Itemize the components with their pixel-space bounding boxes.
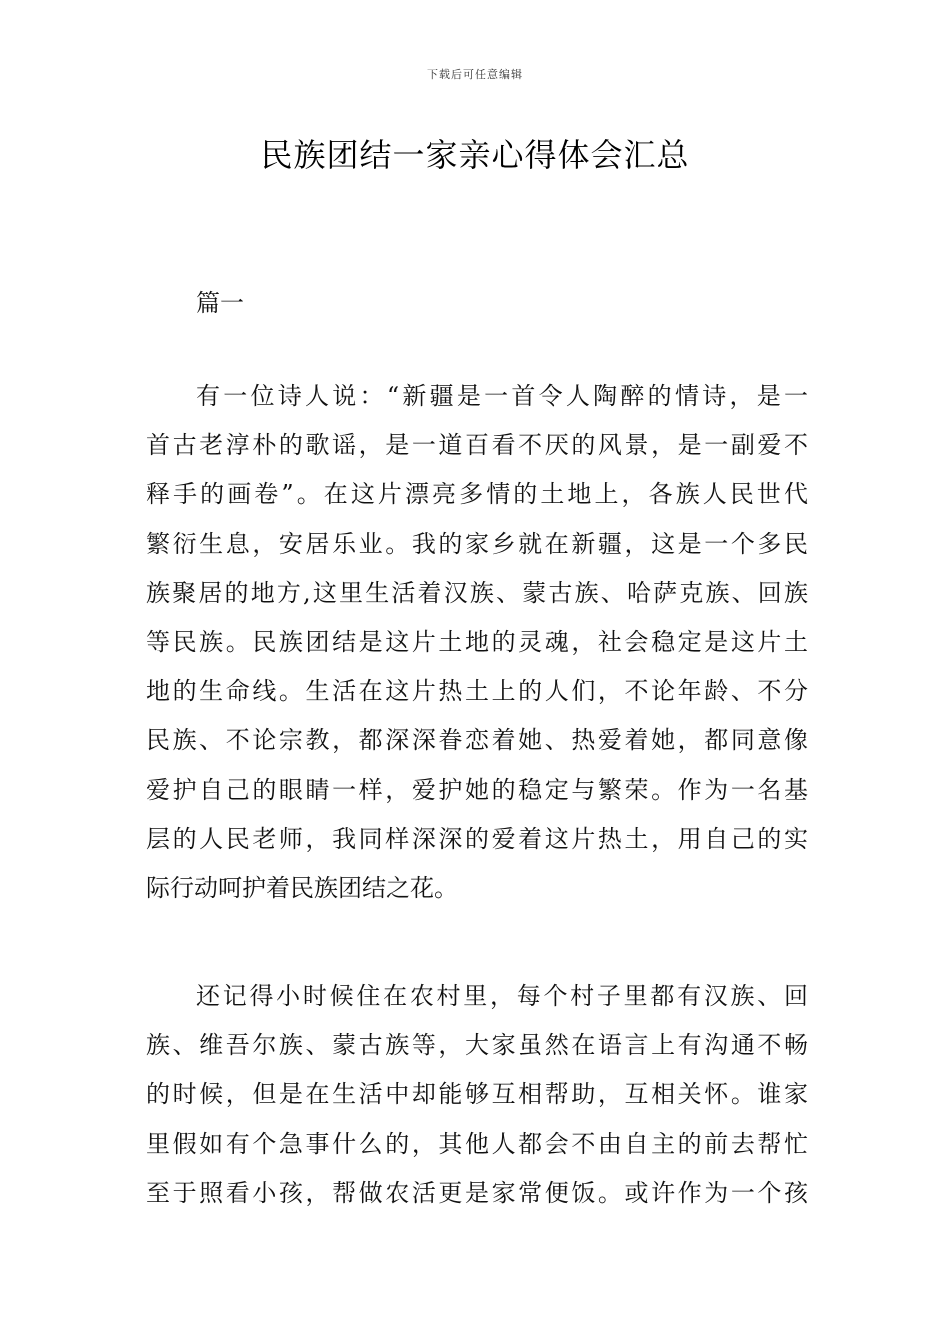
document-title: 民族团结一家亲心得体会汇总 (260, 136, 690, 174)
paragraph-line: 里假如有个急事什么的，其他人都会不由自主的前去帮忙 (146, 1129, 808, 1158)
paragraph-line: 爱护自己的眼睛一样，爱护她的稳定与繁荣。作为一名基 (146, 775, 808, 804)
paragraph-line: 际行动呵护着民族团结之花。 (146, 873, 458, 902)
paragraph-line: 族聚居的地方,这里生活着汉族、蒙古族、哈萨克族、回族 (146, 578, 808, 607)
paragraph-line: 等民族。民族团结是这片土地的灵魂，社会稳定是这片土 (146, 627, 808, 656)
paragraph-line: 释手的画卷”。在这片漂亮多情的土地上，各族人民世代 (146, 480, 808, 509)
paragraph-line: 繁衍生息，安居乐业。我的家乡就在新疆，这是一个多民 (146, 529, 808, 558)
paragraph-line: 还记得小时候住在农村里，每个村子里都有汉族、回 (196, 982, 808, 1010)
paragraph-line: 至于照看小孩，帮做农活更是家常便饭。或许作为一个孩 (146, 1178, 808, 1207)
paragraph-line: 地的生命线。生活在这片热土上的人们，不论年龄、不分 (146, 677, 808, 706)
paragraph-2 (146, 972, 808, 1218)
paragraph-line: 层的人民老师，我同样深深的爱着这片热土，用自己的实 (146, 824, 808, 853)
paragraph-line: 首古老淳朴的歌谣，是一道百看不厌的风景，是一副爱不 (146, 431, 808, 460)
header-note: 下载后可任意编辑 (427, 68, 523, 81)
paragraph-line: 族、维吾尔族、蒙古族等，大家虽然在语言上有沟通不畅 (146, 1031, 808, 1060)
paragraph-1 (146, 372, 808, 913)
section-heading: 篇一 (196, 289, 244, 317)
paragraph-line: 的时候，但是在生活中却能够互相帮助，互相关怀。谁家 (146, 1080, 808, 1109)
paragraph-line: 有一位诗人说：“新疆是一首令人陶醉的情诗，是一 (196, 382, 808, 410)
paragraph-line: 民族、不论宗教，都深深眷恋着她、热爱着她，都同意像 (146, 726, 808, 755)
